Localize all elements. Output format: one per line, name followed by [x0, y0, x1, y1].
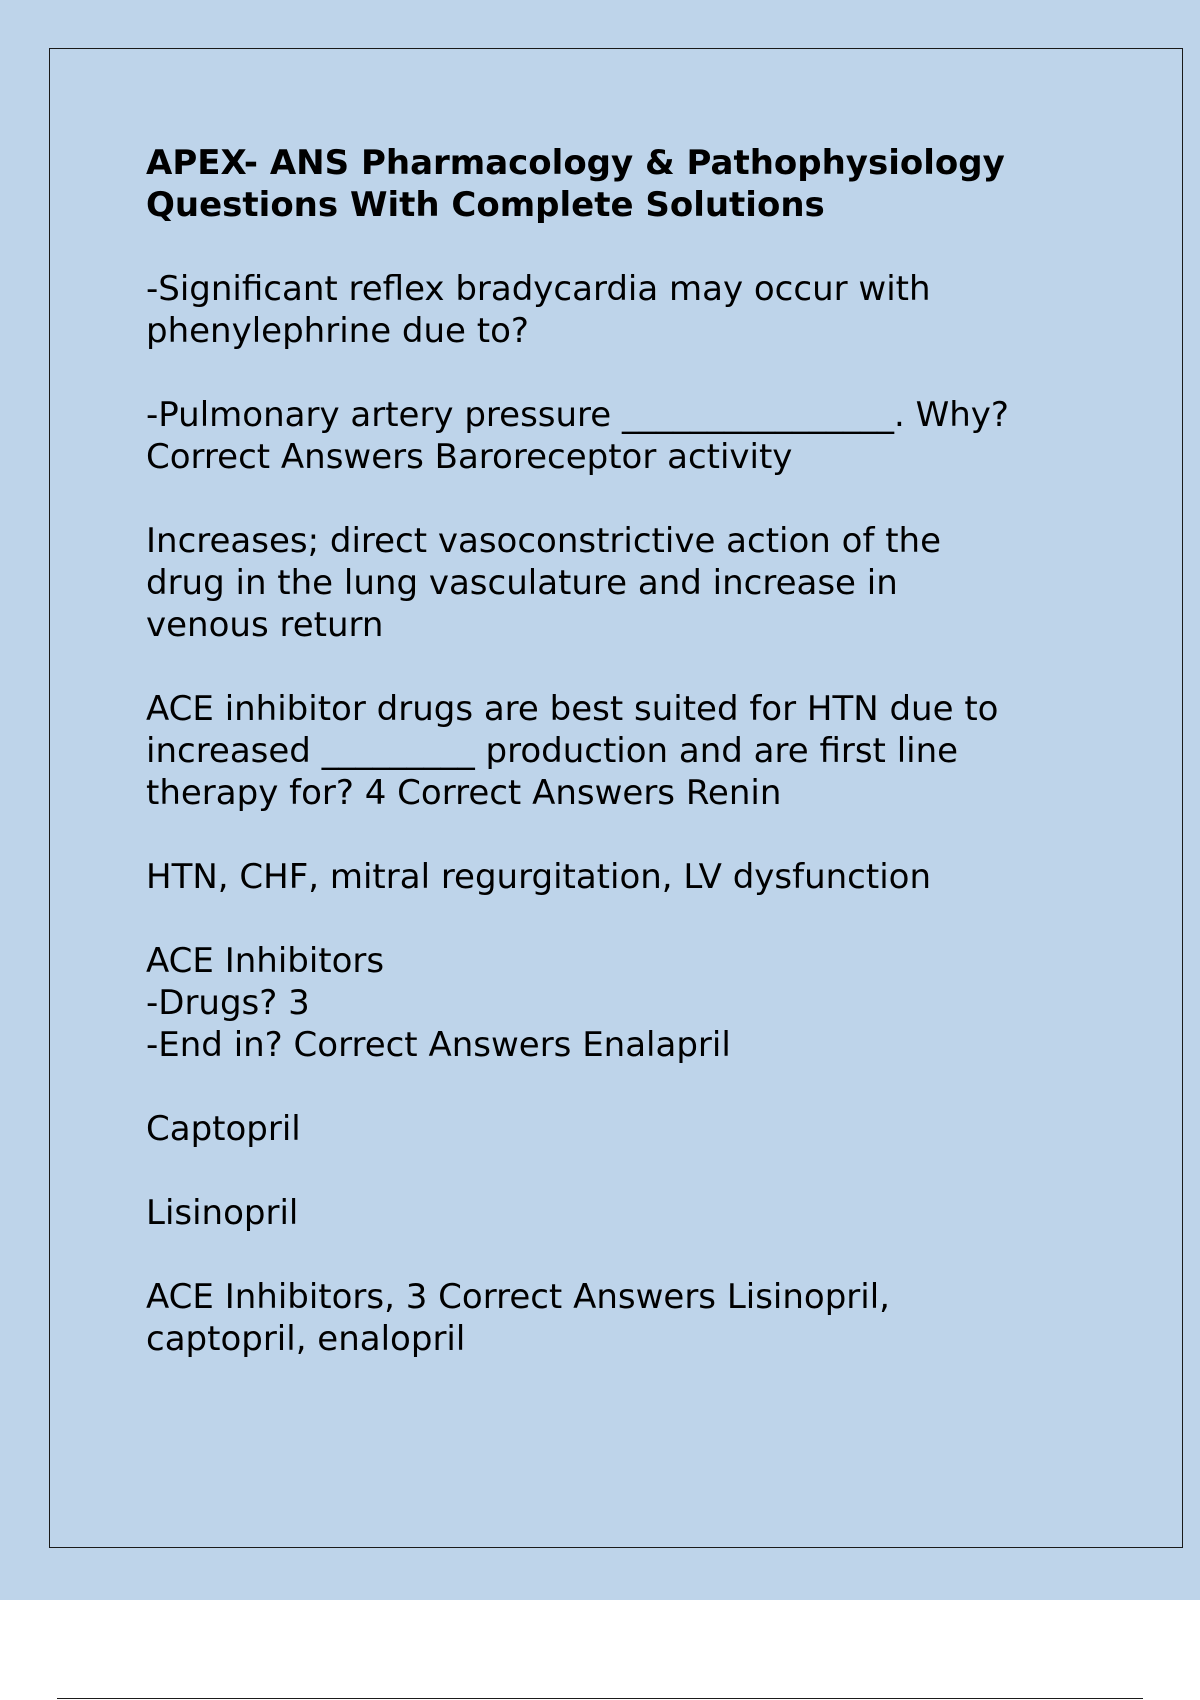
paragraph-lisinopril: Lisinopril [146, 1193, 299, 1233]
paragraph-ace-inhibitors-answer: ACE Inhibitors, 3 Correct Answers Lisinopril, captopril, enalopril [146, 1277, 890, 1359]
paragraph-ace-inhibitor-htn: ACE inhibitor drugs are best suited for HTN due to increased _________ production and are first line therapy for? 4 Correct Answers Renin [146, 689, 999, 813]
document-content [146, 142, 1106, 1402]
paragraph-ace-drugs-question: ACE Inhibitors -Drugs? 3 -End in? Correct Answers Enalapril [146, 941, 731, 1065]
paragraph-captopril: Captopril [146, 1109, 301, 1149]
paragraph-reflex-bradycardia: -Significant reflex bradycardia may occur with phenylephrine due to? [146, 269, 931, 351]
paragraph-indications: HTN, CHF, mitral regurgitation, LV dysfunction [146, 857, 932, 897]
document-title: APEX- ANS Pharmacology & Pathophysiology Questions With Complete Solutions [146, 143, 1005, 225]
paragraph-vasoconstrictive-action: Increases; direct vasoconstrictive action of the drug in the lung vasculature and increase in venous return [146, 521, 942, 645]
footer-divider [57, 1698, 1143, 1699]
paragraph-pulmonary-pressure: -Pulmonary artery pressure ________________. Why? Correct Answers Baroreceptor activity [146, 395, 1009, 477]
